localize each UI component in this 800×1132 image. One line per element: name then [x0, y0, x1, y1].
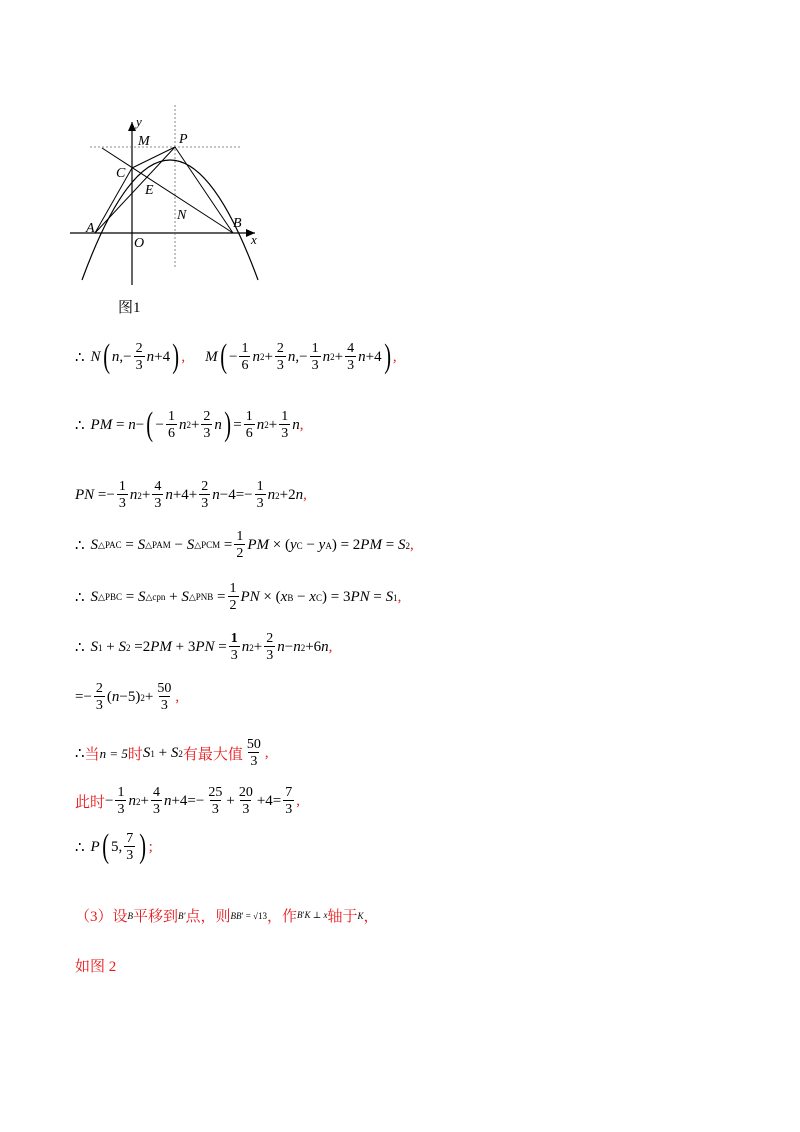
math-line-max: ∴ 当 n = 5 时 S 1 + S 2 有最大值 $\frac{50}{3}$ , — [75, 737, 269, 769]
math-line-sum: ∴ S 1 + S 2 =2 PM + 3 PN = $\frac{1}{3}$ n 2 + $\frac{2}{3}$ n − n 2 +6 n , — [75, 631, 333, 663]
label-P: P — [179, 132, 188, 147]
label-y: y — [136, 114, 142, 129]
label-N: N — [177, 208, 187, 223]
math-line-PN: PN =− $\frac{1}{3}$ n 2 + $\frac{4}{3}$ n +4+ $\frac{2}{3}$ n −4=− $\frac{1}{3}$ n 2 +2 n , — [75, 479, 307, 511]
figure-2-ref: 如图 2 — [75, 959, 117, 975]
math-line-S2: ∴ S △PAC = S △PAM − S △PCM = $\frac{1}{2}$ PM × ( y C − y A ) = 2 PM = S 2 , — [75, 529, 414, 561]
figure-caption: 图1 — [118, 300, 141, 316]
label-x: x — [251, 232, 257, 247]
math-line-y-value: 此时 − $\frac{1}{3}$ n 2 + $\frac{4}{3}$ n +4=− $\frac{25}{3}$ + $\frac{20}{3}$ +4= $\frac{7}{3}$ , — [75, 785, 300, 817]
label-O: O — [134, 236, 145, 251]
math-line-PM: ∴ PM = n − ( − $\frac{1}{6}$ n 2 + $\frac{2}{3}$ n ) = $\frac{1}{6}$ n 2 + $\frac{1}{3}$ n , — [75, 406, 304, 443]
part-3-text: （3）设 B 平移到 B′ 点，则 BB′ = √13 ，作 B′K ⊥ x 轴于 K ， — [75, 909, 379, 925]
label-A: A — [86, 221, 95, 236]
math-line-N-M: ∴ N ( n ,− $\frac{2}{3}$ n +4 ) , M ( − $\frac{1}{6}$ n 2 + $\frac{2}{3}$ n ,− $\frac{1}{3}$ n 2 + $\frac{4}{3}$ n +4 ) , — [75, 338, 397, 375]
math-line-S1: ∴ S △PBC = S △cpn + S △PNB = $\frac{1}{2}$ PN × ( x B − x C ) = 3 PN = S 1 , — [75, 581, 402, 613]
label-C: C — [116, 166, 126, 181]
math-line-vertex-form: =− $\frac{2}{3}$ ( n −5) 2 + $\frac{50}{3}$ , — [75, 681, 180, 713]
figure-1-diagram — [70, 100, 270, 290]
math-line-P: ∴ P ( 5, $\frac{7}{3}$ ) ; — [75, 828, 153, 865]
label-B: B — [233, 216, 242, 231]
label-E: E — [145, 183, 154, 198]
label-M: M — [138, 134, 150, 149]
